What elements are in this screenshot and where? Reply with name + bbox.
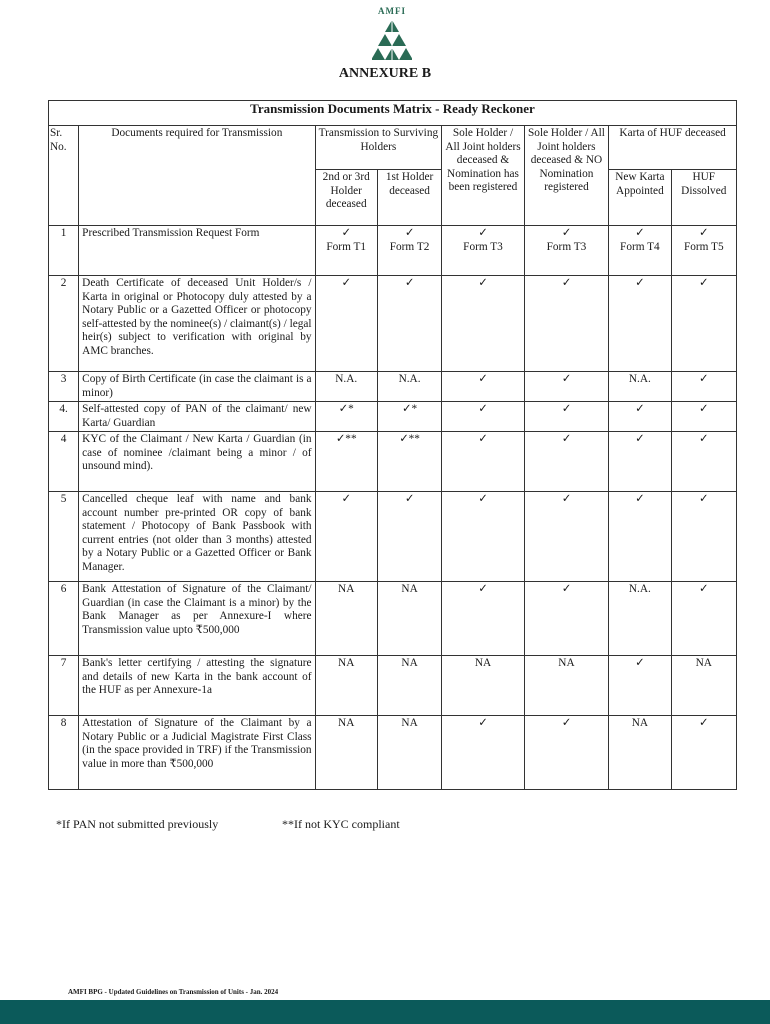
- row-cell: ✓: [524, 432, 608, 492]
- row-cell: ✓: [442, 402, 524, 432]
- row-cell: N.A.: [609, 372, 671, 402]
- annexure-title: ANNEXURE B: [338, 66, 432, 81]
- row-cell: ✓: [315, 276, 377, 372]
- row-cell: NA: [315, 656, 377, 716]
- table-row: [49, 716, 737, 790]
- row-cell: ✓: [524, 582, 608, 656]
- header-new-karta: New Karta Appointed: [609, 170, 671, 226]
- row-document: KYC of the Claimant / New Karta / Guardian (in case of nominee /claimant being a minor / of unsound mind).: [79, 432, 315, 492]
- table-row: [49, 402, 737, 432]
- row-cell: ✓: [609, 402, 671, 432]
- footnote-kyc: **If not KYC compliant: [282, 817, 400, 831]
- table-row: [49, 226, 737, 276]
- row-document: Copy of Birth Certificate (in case the claimant is a minor): [79, 372, 315, 402]
- row-document: Self-attested copy of PAN of the claimant/ new Karta/ Guardian: [79, 402, 315, 432]
- row-document: Cancelled cheque leaf with name and bank account number pre-printed OR copy of bank statement / Photocopy of Bank Passbook with current entries (not older than 3 months) attested by a Notary Public or a Gazetted Officer or Bank Manager.: [79, 492, 315, 582]
- row-cell: ✓: [442, 716, 524, 790]
- row-cell: ✓: [671, 492, 736, 582]
- row-sr-no: 6: [49, 582, 79, 656]
- header-second-third-holder: 2nd or 3rd Holder deceased: [315, 170, 377, 226]
- table-row: [49, 492, 737, 582]
- row-cell: ✓: [671, 402, 736, 432]
- row-cell: ✓: [609, 276, 671, 372]
- row-sr-no: 2: [49, 276, 79, 372]
- row-cell: ✓ Form T5: [671, 226, 736, 276]
- row-document: Death Certificate of deceased Unit Holder/s / Karta in original or Photocopy duly attested by a Notary Public or a Gazetted Officer or photocopy self-attested by the nominee(s) / claimant(s) / legal heir(s) subject to verification with original by AMC branches.: [79, 276, 315, 372]
- row-cell: ✓: [671, 582, 736, 656]
- row-cell: ✓: [524, 402, 608, 432]
- footer-text: AMFI BPG - Updated Guidelines on Transmission of Units - Jan. 2024: [68, 988, 279, 996]
- row-cell: NA: [377, 716, 441, 790]
- header-karta-huf: Karta of HUF deceased: [609, 126, 737, 170]
- row-cell: N.A.: [315, 372, 377, 402]
- footer-bar: [0, 1000, 770, 1024]
- row-cell: NA: [377, 656, 441, 716]
- row-sr-no: 1: [49, 226, 79, 276]
- table-row: [49, 582, 737, 656]
- row-cell: NA: [315, 582, 377, 656]
- header-sole-no-nomination: Sole Holder / All Joint holders deceased & NO Nomination registered: [524, 126, 608, 226]
- row-cell: ✓: [442, 372, 524, 402]
- row-cell: ✓ Form T1: [315, 226, 377, 276]
- row-cell: ✓: [377, 276, 441, 372]
- row-cell: NA: [524, 656, 608, 716]
- row-document: Attestation of Signature of the Claimant by a Notary Public or a Judicial Magistrate First Class (in the space provided in TRF) if the Transmission value in more than ₹500,000: [79, 716, 315, 790]
- table-row: [49, 276, 737, 372]
- row-cell: ✓: [609, 656, 671, 716]
- row-cell: ✓: [442, 432, 524, 492]
- row-cell: ✓: [609, 492, 671, 582]
- row-sr-no: 8: [49, 716, 79, 790]
- header-sr-no: Sr. No.: [49, 126, 79, 226]
- row-cell: ✓: [671, 372, 736, 402]
- row-document: Prescribed Transmission Request Form: [79, 226, 315, 276]
- amfi-logo: [372, 6, 412, 64]
- row-cell: ✓*: [315, 402, 377, 432]
- row-sr-no: 3: [49, 372, 79, 402]
- table-row: [49, 372, 737, 402]
- row-cell: NA: [377, 582, 441, 656]
- row-cell: ✓: [524, 716, 608, 790]
- row-sr-no: 4.: [49, 402, 79, 432]
- row-cell: N.A.: [609, 582, 671, 656]
- header-surviving-holders: Transmission to Surviving Holders: [315, 126, 442, 170]
- header-first-holder: 1st Holder deceased: [377, 170, 441, 226]
- transmission-matrix-table: [48, 100, 737, 790]
- row-cell: ✓: [524, 492, 608, 582]
- row-document: Bank Attestation of Signature of the Claimant/ Guardian (in case the Claimant is a minor) by the Bank Manager as per Annexure-I where Transmission value upto ₹500,000: [79, 582, 315, 656]
- row-cell: N.A.: [377, 372, 441, 402]
- row-cell: ✓: [671, 716, 736, 790]
- row-cell: ✓: [315, 492, 377, 582]
- row-cell: ✓: [609, 432, 671, 492]
- table-row: [49, 432, 737, 492]
- row-cell: ✓**: [377, 432, 441, 492]
- row-document: Bank's letter certifying / attesting the signature and details of new Karta in the bank account of the HUF as per Annexure-1a: [79, 656, 315, 716]
- header-huf-dissolved: HUF Dissolved: [671, 170, 736, 226]
- row-cell: NA: [315, 716, 377, 790]
- row-cell: ✓ Form T3: [524, 226, 608, 276]
- header-sole-with-nomination: Sole Holder / All Joint holders deceased & Nomination has been registered: [442, 126, 524, 226]
- row-cell: ✓: [442, 276, 524, 372]
- header-documents: Documents required for Transmission: [79, 126, 315, 226]
- row-cell: ✓: [442, 582, 524, 656]
- row-cell: ✓: [524, 372, 608, 402]
- table-title: Transmission Documents Matrix - Ready Reckoner: [49, 101, 737, 126]
- row-cell: NA: [671, 656, 736, 716]
- row-cell: ✓ Form T3: [442, 226, 524, 276]
- row-cell: ✓ Form T4: [609, 226, 671, 276]
- footnote-pan: *If PAN not submitted previously: [56, 817, 219, 831]
- row-cell: ✓: [524, 276, 608, 372]
- row-cell: ✓**: [315, 432, 377, 492]
- row-cell: ✓ Form T2: [377, 226, 441, 276]
- row-cell: NA: [442, 656, 524, 716]
- row-cell: ✓: [442, 492, 524, 582]
- table-row: [49, 656, 737, 716]
- row-cell: ✓: [671, 432, 736, 492]
- row-cell: ✓*: [377, 402, 441, 432]
- logo-text: AMFI: [378, 6, 406, 16]
- row-sr-no: 7: [49, 656, 79, 716]
- row-sr-no: 4: [49, 432, 79, 492]
- row-cell: ✓: [377, 492, 441, 582]
- row-cell: NA: [609, 716, 671, 790]
- row-sr-no: 5: [49, 492, 79, 582]
- row-cell: ✓: [671, 276, 736, 372]
